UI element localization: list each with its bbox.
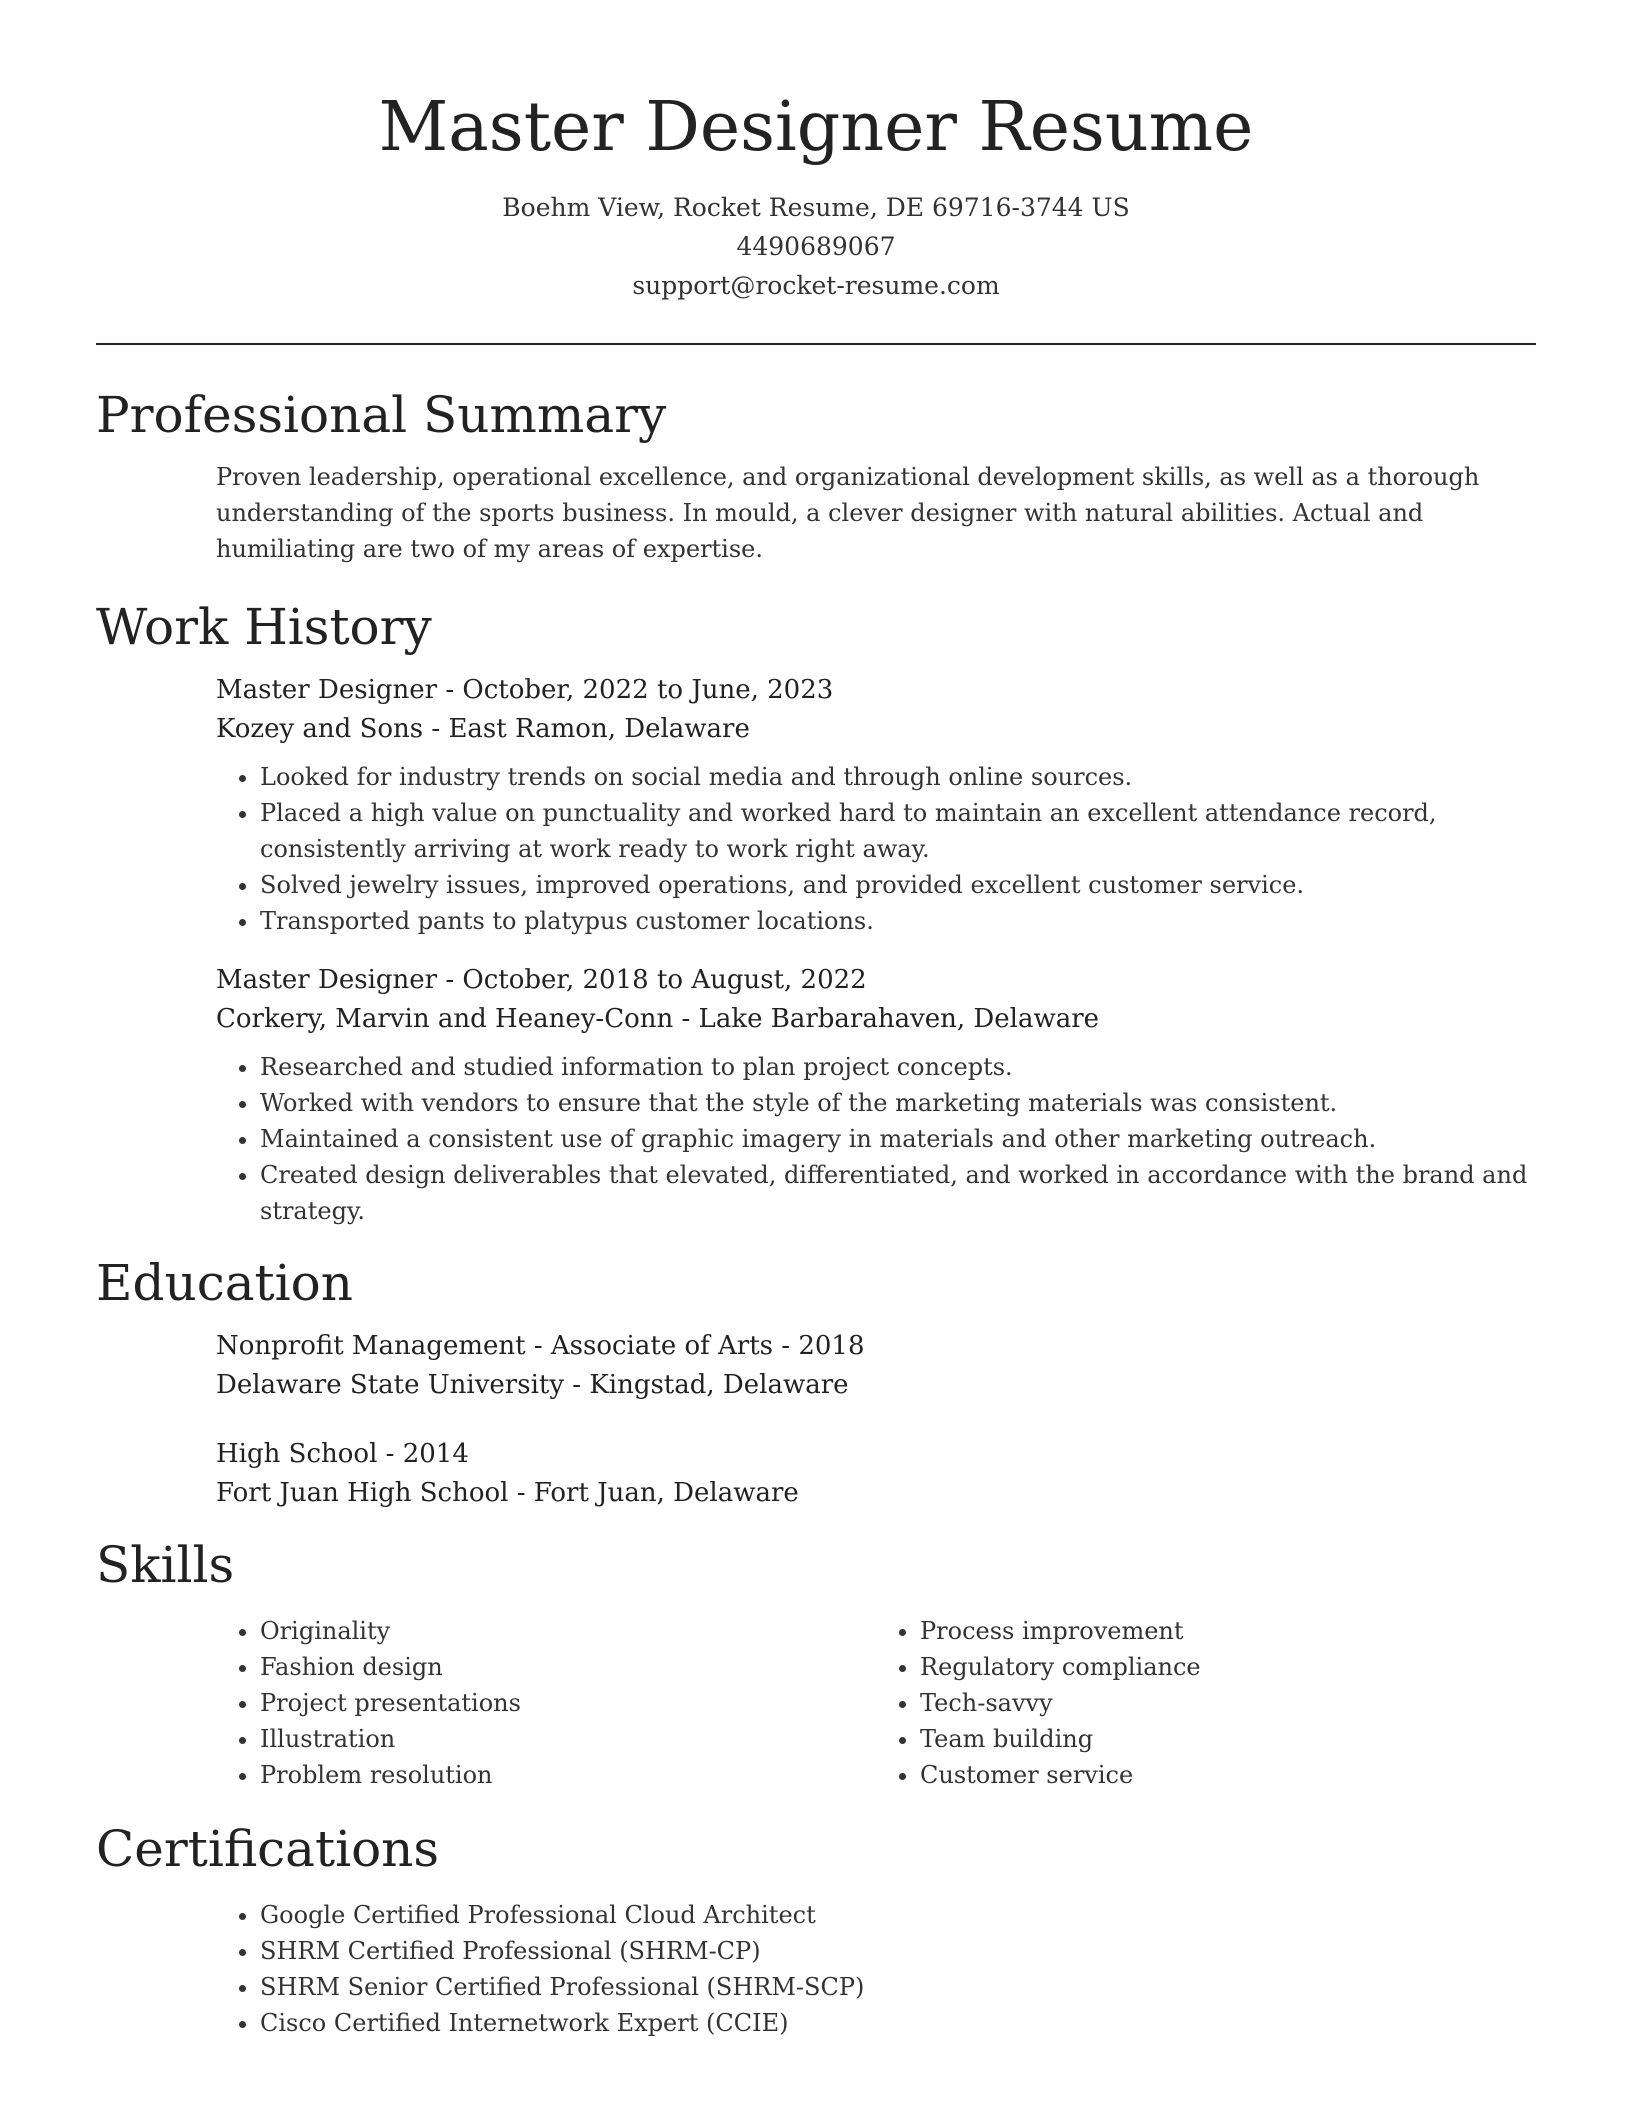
list-item: • Project presentations xyxy=(260,1685,876,1721)
work-history-section xyxy=(96,595,1536,1229)
list-item: • Problem resolution xyxy=(260,1757,876,1793)
contact-phone: 4490689067 xyxy=(736,232,896,261)
header-divider xyxy=(96,343,1536,345)
job-title-dates: Master Designer - October, 2022 to June, 2023 xyxy=(216,675,834,705)
education-school: Fort Juan High School - Fort Juan, Delaware xyxy=(216,1478,799,1508)
list-item: • Maintained a consistent use of graphic imagery in materials and other marketing outreach. xyxy=(260,1121,1536,1157)
job-entry xyxy=(216,671,1536,939)
job-company-location: Kozey and Sons - East Ramon, Delaware xyxy=(216,714,750,744)
list-item: • Customer service xyxy=(920,1757,1536,1793)
education-heading: Education xyxy=(96,1254,353,1312)
job-entry xyxy=(216,961,1536,1229)
skills-list-right xyxy=(876,1613,1536,1793)
summary-heading: Professional Summary xyxy=(96,386,667,444)
list-item: • Created design deliverables that elevated, differentiated, and worked in accordance with the brand and strategy. xyxy=(260,1157,1536,1229)
education-school: Delaware State University - Kingstad, Delaware xyxy=(216,1370,849,1400)
list-item: • Solved jewelry issues, improved operations, and provided excellent customer service. xyxy=(260,867,1536,903)
certifications-section xyxy=(96,1817,1536,2041)
list-item: • Placed a high value on punctuality and worked hard to maintain an excellent attendance record, consistently arriving at work ready to work right away. xyxy=(260,795,1536,867)
skills-heading: Skills xyxy=(96,1536,235,1594)
education-degree: Nonprofit Management - Associate of Arts - 2018 xyxy=(216,1331,865,1361)
education-entry xyxy=(216,1327,1536,1405)
list-item: • SHRM Senior Certified Professional (SHRM-SCP) xyxy=(260,1969,1536,2005)
job-company-location: Corkery, Marvin and Heaney-Conn - Lake Barbarahaven, Delaware xyxy=(216,1004,1100,1034)
work-history-heading: Work History xyxy=(96,598,432,656)
list-item: • Worked with vendors to ensure that the style of the marketing materials was consistent. xyxy=(260,1085,1536,1121)
list-item: • Cisco Certified Internetwork Expert (CCIE) xyxy=(260,2005,1536,2041)
contact-address: Boehm View, Rocket Resume, DE 69716-3744 US xyxy=(502,193,1130,222)
list-item: • Looked for industry trends on social media and through online sources. xyxy=(260,759,1536,795)
education-entry xyxy=(216,1435,1536,1513)
job-bullets xyxy=(216,759,1536,939)
list-item: • Transported pants to platypus customer locations. xyxy=(260,903,1536,939)
list-item: • Team building xyxy=(920,1721,1536,1757)
resume-header xyxy=(0,0,1632,305)
job-bullets xyxy=(216,1049,1536,1229)
skills-section xyxy=(96,1533,1536,1793)
contact-email: support@rocket-resume.com xyxy=(632,271,1000,300)
skills-columns xyxy=(216,1597,1536,1793)
resume-title: Master Designer Resume xyxy=(378,88,1254,167)
certifications-heading: Certifications xyxy=(96,1820,440,1878)
summary-section xyxy=(96,383,1536,567)
list-item: • Process improvement xyxy=(920,1613,1536,1649)
list-item: • Google Certified Professional Cloud Architect xyxy=(260,1897,1536,1933)
list-item: • Originality xyxy=(260,1613,876,1649)
list-item: • Tech-savvy xyxy=(920,1685,1536,1721)
skills-list-left xyxy=(216,1613,876,1793)
certifications-list-wrap xyxy=(216,1897,1536,2041)
list-item: • Illustration xyxy=(260,1721,876,1757)
list-item: • Fashion design xyxy=(260,1649,876,1685)
list-item: • Regulatory compliance xyxy=(920,1649,1536,1685)
list-item: • SHRM Certified Professional (SHRM-CP) xyxy=(260,1933,1536,1969)
summary-text: Proven leadership, operational excellence, and organizational development skills, as well as a thorough understanding of the sports business. In mould, a clever designer with natural abilities. Actual and humiliating are two of my areas of expertise. xyxy=(216,463,1480,563)
education-section xyxy=(96,1251,1536,1513)
job-title-dates: Master Designer - October, 2018 to August, 2022 xyxy=(216,965,867,995)
education-degree: High School - 2014 xyxy=(216,1439,469,1469)
list-item: • Researched and studied information to plan project concepts. xyxy=(260,1049,1536,1085)
certifications-list xyxy=(216,1897,1536,2041)
